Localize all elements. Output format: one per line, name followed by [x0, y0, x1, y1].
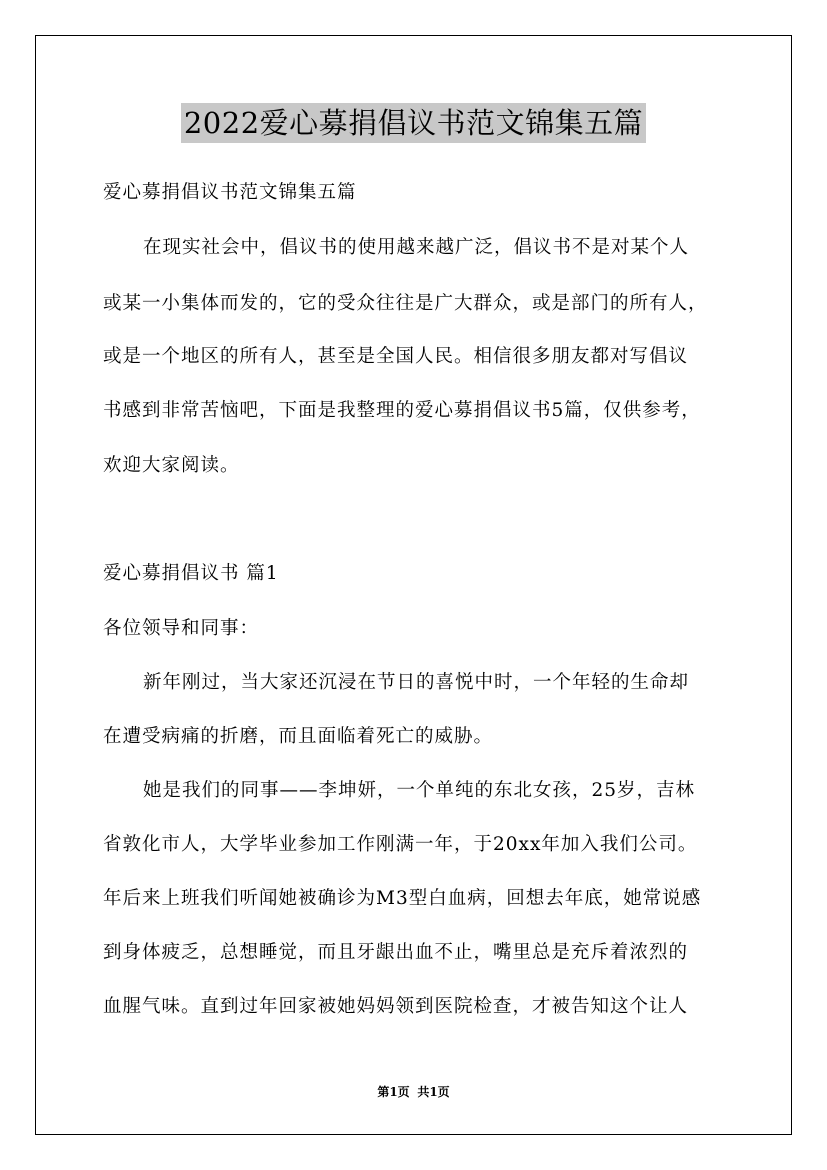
paragraph-line: 或某一小集体而发的，它的受众往往是广大群众，或是部门的所有人，	[103, 293, 708, 314]
paragraph-line: 血腥气味。直到过年回家被她妈妈领到医院检查，才被告知这个让人	[103, 996, 689, 1017]
subtitle-line: 爱心募捐倡议书范文锦集五篇	[103, 182, 357, 203]
paragraph-line: 到身体疲乏，总想睡觉，而且牙龈出血不止，嘴里总是充斥着浓烈的	[103, 942, 689, 963]
paragraph-line: 书感到非常苦恼吧，下面是我整理的爱心募捐倡议书5篇，仅供参考，	[103, 400, 701, 421]
paragraph-line: 新年刚过，当大家还沉浸在节日的喜悦中时，一个年轻的生命却	[143, 672, 690, 693]
paragraph-line: 年后来上班我们听闻她被确诊为M3型白血病，回想去年底，她常说感	[103, 888, 702, 909]
salutation-line: 各位领导和同事：	[103, 618, 260, 639]
title-container	[0, 103, 827, 143]
paragraph-line: 她是我们的同事——李坤妍，一个单纯的东北女孩，25岁，吉林	[143, 780, 696, 801]
page-footer	[0, 1084, 827, 1100]
paragraph-line: 欢迎大家阅读。	[103, 455, 240, 476]
page-total: 共1页	[417, 1085, 450, 1099]
paragraph-line: 或是一个地区的所有人，甚至是全国人民。相信很多朋友都对写倡议	[103, 346, 689, 367]
section-heading: 爱心募捐倡议书 篇1	[103, 563, 279, 584]
paragraph-line: 在遭受病痛的折磨，而且面临着死亡的威胁。	[103, 726, 494, 747]
paragraph-line: 省敦化市人，大学毕业参加工作刚满一年，于20xx年加入我们公司。	[103, 834, 698, 855]
page-number: 第1页	[377, 1085, 410, 1099]
paragraph-line: 在现实社会中，倡议书的使用越来越广泛，倡议书不是对某个人	[143, 237, 690, 258]
document-title: 2022爱心募捐倡议书范文锦集五篇	[181, 103, 646, 143]
